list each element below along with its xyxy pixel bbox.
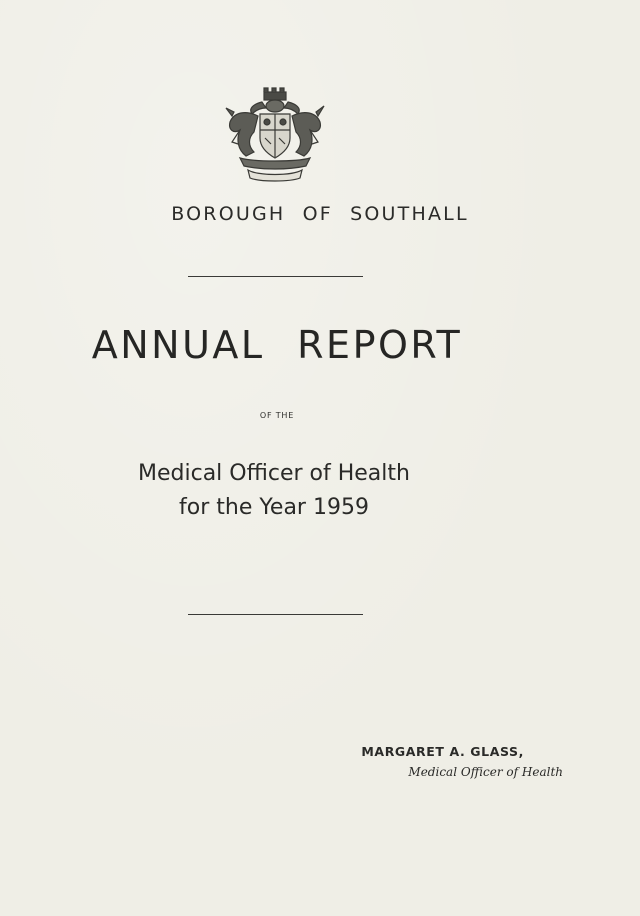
borough-name: BOROUGH OF SOUTHALL — [171, 203, 469, 225]
signer-role: Medical Officer of Health — [408, 765, 563, 779]
report-title: ANNUAL REPORT — [91, 323, 463, 367]
of-the-label: OF THE — [259, 411, 295, 420]
subtitle-year: for the Year 1959 — [179, 495, 369, 520]
coat-of-arms-icon — [218, 86, 330, 182]
divider-top — [188, 276, 363, 277]
signer-name: MARGARET A. GLASS, — [361, 744, 524, 759]
divider-bottom — [188, 614, 363, 615]
subtitle-officer: Medical Officer of Health — [138, 461, 410, 486]
